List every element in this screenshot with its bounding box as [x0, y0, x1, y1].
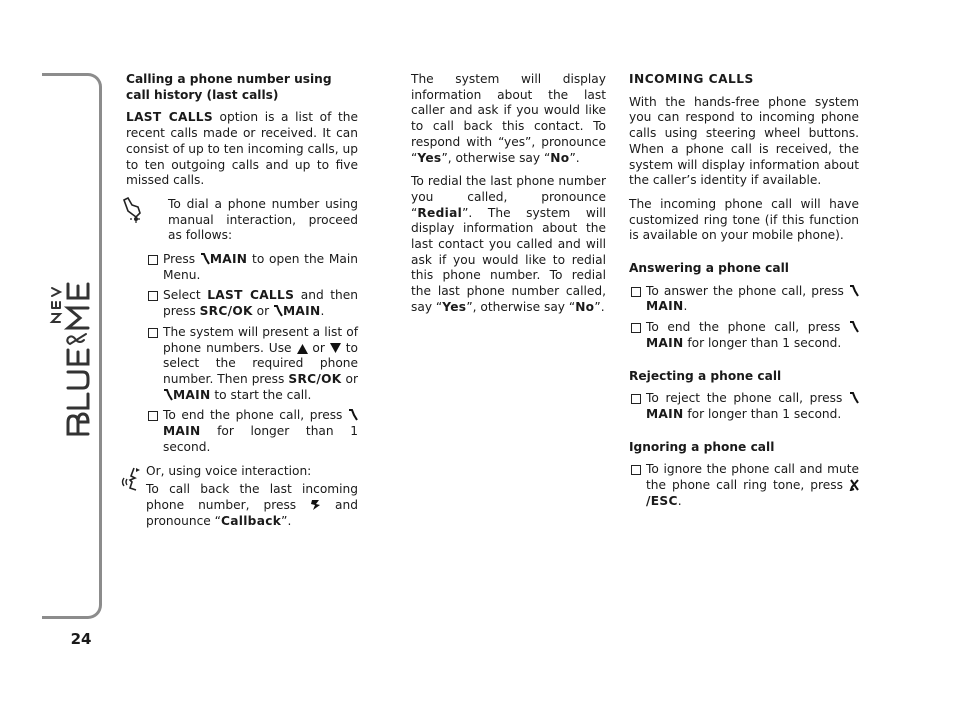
text: and pronounce “: [146, 497, 358, 528]
manual-intro: To dial a phone number using manual interaction, proceed as follows:: [168, 196, 358, 243]
checkbox-bullet-icon: [631, 465, 641, 475]
text: To end the phone call, press: [163, 408, 348, 423]
list-item: [146, 408, 358, 455]
keyword: No: [550, 150, 570, 165]
text: To end the phone call, press: [646, 320, 849, 335]
keyword: Callback: [220, 513, 282, 528]
callback-paragraph: [411, 72, 606, 166]
text: ”.: [569, 150, 580, 165]
list-item: [629, 320, 859, 351]
phone-main-icon: [200, 253, 210, 265]
manual-hand-icon: [118, 197, 146, 225]
heading-line-1: Calling a phone number using: [126, 72, 332, 86]
voice-block: [126, 464, 358, 529]
list-item: [629, 391, 859, 422]
keyword: LAST CALLS: [126, 110, 213, 125]
text: .: [683, 299, 688, 314]
incoming-paragraph-2: The incoming phone call will have customized ring tone (if this function is available on your mobile phone).: [629, 196, 859, 243]
text: ”.: [594, 299, 605, 314]
subheading-answering: Answering a phone call: [629, 261, 789, 276]
keyword: MAIN: [646, 299, 684, 314]
checkbox-bullet-icon: [148, 255, 158, 265]
voice-head-icon: [118, 466, 146, 494]
mute-icon: [849, 479, 859, 491]
phone-main-icon: [348, 409, 358, 421]
text: ”, otherwise say “: [441, 150, 551, 165]
list-item: [629, 462, 859, 509]
phone-main-icon: [163, 389, 173, 401]
arrow-down-icon: [330, 343, 341, 354]
text: for longer than 1 second.: [163, 424, 358, 454]
text: To reject the phone call, press: [646, 391, 849, 406]
text: Select: [163, 288, 208, 303]
text: to start the call.: [210, 387, 312, 402]
voice-button-icon: [310, 499, 321, 511]
heading-line-2: call history (last calls): [126, 87, 279, 102]
checkbox-bullet-icon: [148, 291, 158, 301]
checkbox-bullet-icon: [148, 411, 158, 421]
text: The system will present a list of phone numbers. Use: [163, 324, 358, 355]
text: Press: [163, 252, 200, 267]
list-item: [146, 288, 358, 319]
text: ”. The system will display information about the last contact you called and will ask if you would like to redial this phone number. To redial the last phone number called, say “: [411, 205, 606, 314]
text: ”, otherwise say “: [466, 299, 576, 314]
keyword: MAIN: [646, 335, 684, 350]
checkbox-bullet-icon: [148, 328, 158, 338]
keyword: MAIN: [173, 387, 211, 402]
text: To redial the last phone number you called, pronounce “: [411, 174, 606, 220]
keyword: Yes: [417, 150, 442, 165]
arrow-up-icon: [297, 343, 308, 354]
checkbox-bullet-icon: [631, 394, 641, 404]
text: to select the required phone number. Then press: [163, 340, 359, 386]
keyword: /ESC: [646, 493, 678, 508]
keyword: MAIN: [282, 304, 321, 319]
redial-paragraph: [411, 174, 606, 315]
text: to open the Main Menu.: [163, 252, 358, 282]
intro-paragraph: [126, 110, 358, 189]
incoming-paragraph-1: With the hands-free phone system you can respond to incoming phone calls using steering wheel buttons. When a phone call is received, the system will display information about the caller’s identity if available.: [629, 94, 859, 188]
text: ”.: [281, 513, 292, 528]
column-1: [126, 72, 358, 537]
phone-main-icon: [849, 285, 859, 297]
text: or: [341, 371, 359, 386]
brand-logo: [48, 260, 100, 440]
text: The system will display information about the last caller and ask if you would like to call back this contact. To respond with “yes”, pronounce “: [411, 72, 606, 165]
section-heading-incoming: INCOMING CALLS: [629, 72, 754, 86]
keyword: SRC/OK: [199, 304, 253, 319]
text: or: [307, 340, 330, 355]
page-number: 24: [70, 630, 92, 648]
keyword: SRC/OK: [288, 371, 342, 386]
text: To call back the last incoming phone number, press: [146, 482, 358, 512]
keyword: Yes: [442, 299, 467, 314]
phone-main-icon: [849, 321, 859, 333]
text: .: [677, 493, 682, 508]
phone-main-icon: [273, 305, 283, 317]
text: .: [320, 304, 325, 319]
text: and then press: [163, 288, 359, 319]
keyword: MAIN: [163, 424, 201, 439]
keyword: Redial: [417, 205, 463, 220]
phone-main-icon: [849, 392, 859, 404]
voice-paragraph: [146, 482, 358, 529]
keyword: MAIN: [209, 252, 248, 267]
text: To ignore the phone call and mute the phone call ring tone, press: [646, 462, 859, 493]
text: for longer than 1 second.: [683, 406, 842, 421]
subheading-rejecting: Rejecting a phone call: [629, 368, 782, 383]
keyword: LAST CALLS: [207, 288, 295, 303]
manual-block: [126, 197, 358, 244]
section-heading-last-calls: [126, 72, 358, 103]
subheading-ignoring: Ignoring a phone call: [629, 439, 775, 454]
column-2: [411, 72, 606, 324]
list-item: [146, 252, 358, 283]
keyword: MAIN: [646, 406, 684, 421]
text: option is a list of the recent calls made or received. It can consist of up to ten incoming calls, up to ten outgoing calls and up to five missed calls.: [126, 110, 358, 188]
checkbox-bullet-icon: [631, 287, 641, 297]
text: To answer the phone call, press: [646, 283, 849, 298]
text: for longer than 1 second.: [683, 335, 842, 350]
keyword: No: [575, 299, 595, 314]
voice-intro: Or, using voice interaction:: [146, 464, 312, 479]
list-item: [146, 325, 358, 404]
column-3: [629, 72, 859, 514]
list-item: [629, 284, 859, 315]
checkbox-bullet-icon: [631, 323, 641, 333]
text: or: [252, 304, 273, 319]
